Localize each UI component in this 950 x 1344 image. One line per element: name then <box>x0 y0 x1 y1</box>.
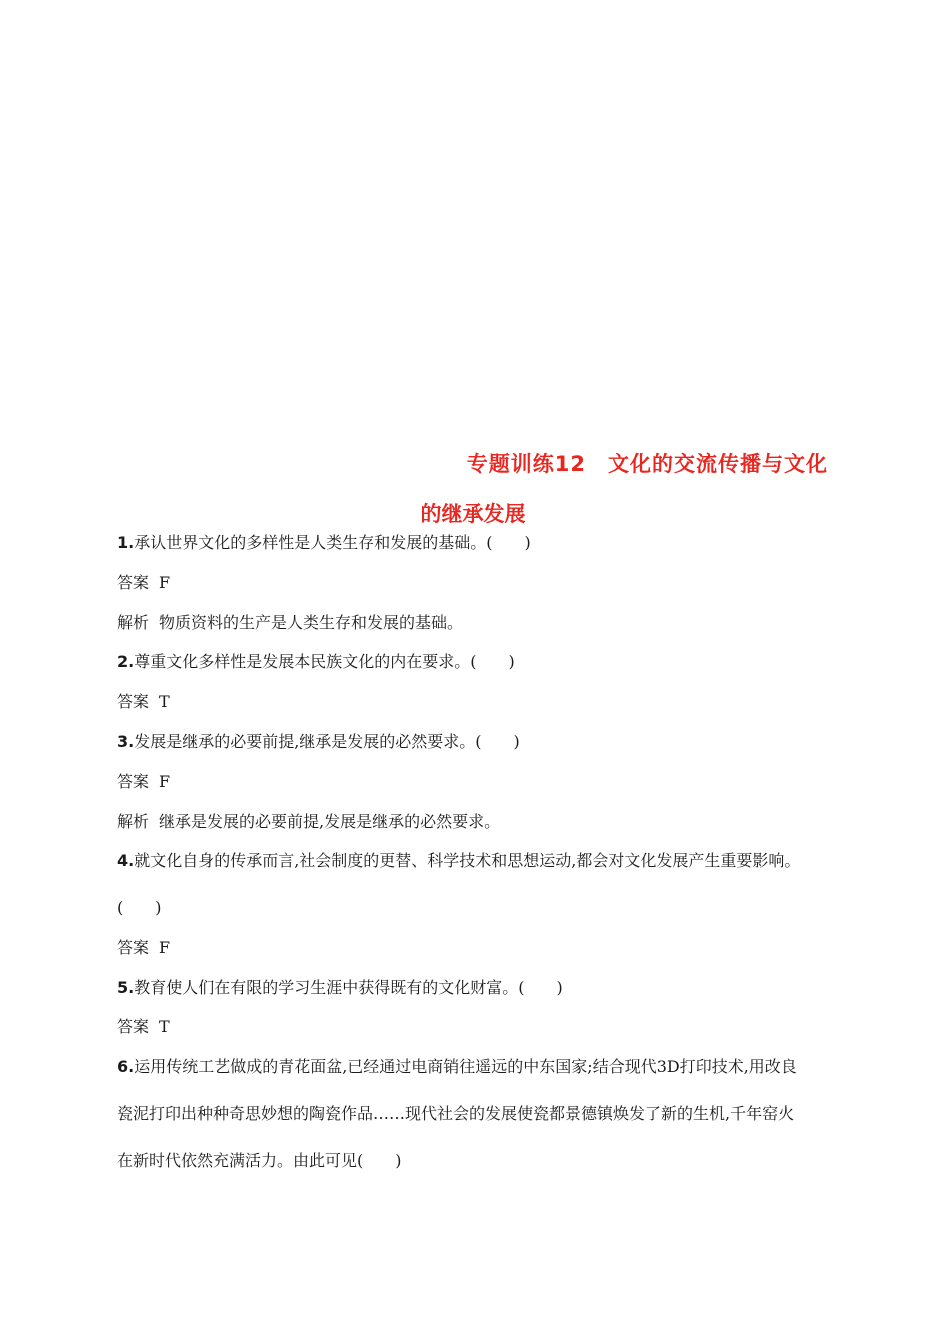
analysis-3 <box>117 812 500 832</box>
answer-label: 答案 <box>117 772 150 791</box>
analysis-label: 解析 <box>117 812 150 831</box>
answer-value: F <box>159 772 171 791</box>
question-4-continued: ( ) <box>117 898 162 917</box>
analysis-text: 物质资料的生产是人类生存和发展的基础。 <box>159 613 464 632</box>
answer-value: F <box>159 938 171 957</box>
question-number: 2. <box>117 652 135 671</box>
answer-label: 答案 <box>117 938 150 957</box>
question-6 <box>117 1057 797 1077</box>
question-number: 4. <box>117 851 135 870</box>
question-text: 运用传统工艺做成的青花面盆,已经通过电商销往遥远的中东国家;结合现代3D打印技术,用改良 <box>134 1057 797 1076</box>
answer-value: T <box>159 692 170 711</box>
question-text: 教育使人们在有限的学习生涯中获得既有的文化财富。( ) <box>134 978 563 997</box>
question-text: 尊重文化多样性是发展本民族文化的内在要求。( ) <box>134 652 515 671</box>
question-number: 5. <box>117 978 135 997</box>
page-title-line-2: 的继承发展 <box>420 502 526 526</box>
answer-5 <box>117 1017 170 1037</box>
answer-2 <box>117 692 170 712</box>
question-3 <box>117 732 520 752</box>
question-1 <box>117 533 531 553</box>
answer-label: 答案 <box>117 692 150 711</box>
question-5 <box>117 978 563 998</box>
question-number: 6. <box>117 1057 135 1076</box>
answer-3 <box>117 772 170 792</box>
question-4 <box>117 851 800 871</box>
answer-label: 答案 <box>117 1017 150 1036</box>
question-text: 发展是继承的必要前提,继承是发展的必然要求。( ) <box>134 732 520 751</box>
analysis-label: 解析 <box>117 613 150 632</box>
answer-label: 答案 <box>117 573 150 592</box>
question-text: 承认世界文化的多样性是人类生存和发展的基础。( ) <box>134 533 531 552</box>
question-number: 1. <box>117 533 135 552</box>
question-6-continued: 瓷泥打印出种种奇思妙想的陶瓷作品……现代社会的发展使瓷都景德镇焕发了新的生机,千年窑火 <box>117 1104 795 1123</box>
question-number: 3. <box>117 732 135 751</box>
answer-4 <box>117 938 170 958</box>
answer-1 <box>117 573 170 593</box>
answer-value: T <box>159 1017 170 1036</box>
page-title-line-1: 专题训练12 文化的交流传播与文化 <box>466 452 828 476</box>
question-text: 就文化自身的传承而言,社会制度的更替、科学技术和思想运动,都会对文化发展产生重要影响。 <box>134 851 801 870</box>
question-2 <box>117 652 515 672</box>
question-6-continued-2: 在新时代依然充满活力。由此可见( ) <box>117 1151 402 1170</box>
analysis-1 <box>117 613 463 633</box>
analysis-text: 继承是发展的必要前提,发展是继承的必然要求。 <box>159 812 501 831</box>
answer-value: F <box>159 573 171 592</box>
